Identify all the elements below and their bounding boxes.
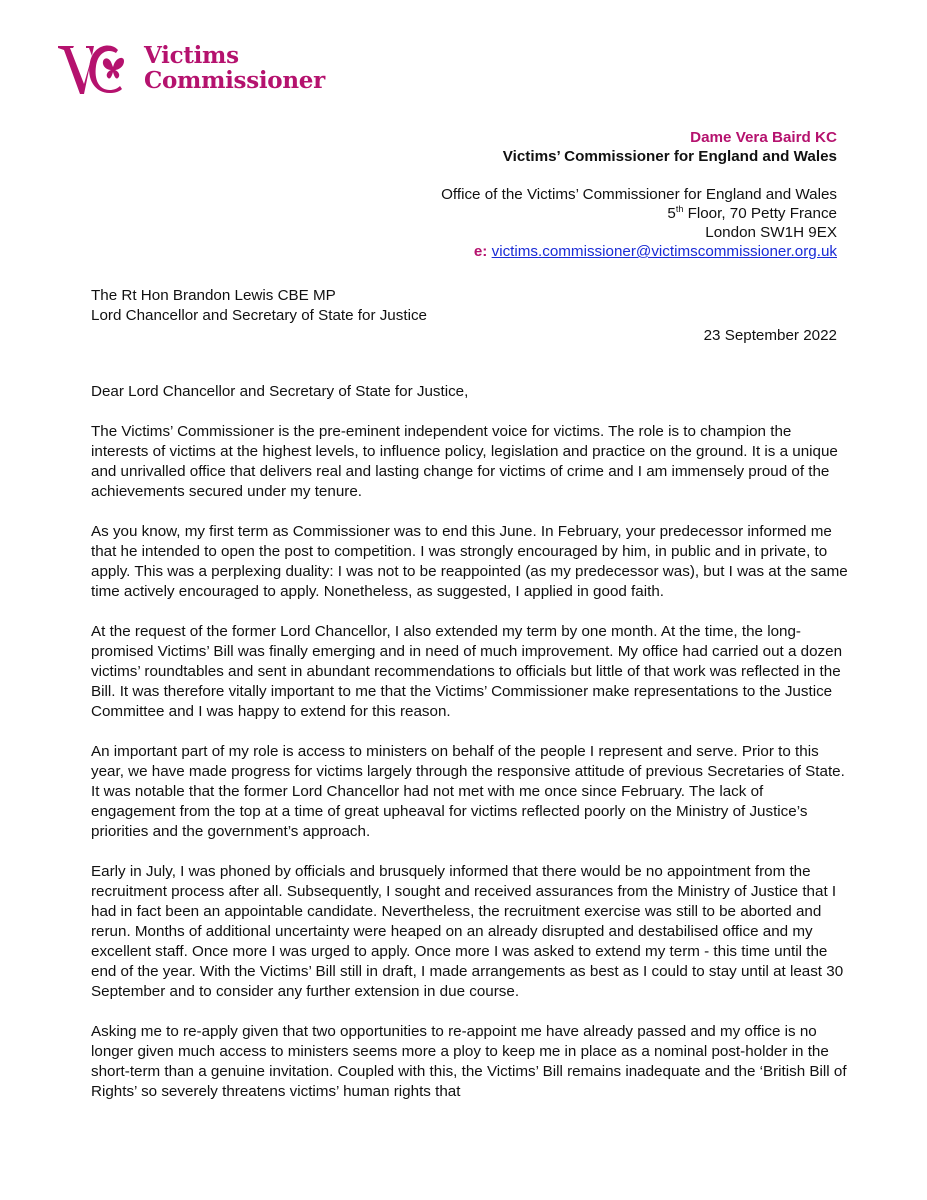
- letter-body: [91, 382, 851, 1122]
- paragraph: The Victims’ Commissioner is the pre-eminent independent voice for victims. The role is to champion the interests of victims at the highest levels, to influence policy, legislation and practice on the ground. It is a unique and unrivalled office that delivers real and lasting change for victims of crime and I am immensely proud of the achievements secured under my tenure.: [91, 423, 838, 500]
- sender-city: London SW1H 9EX: [705, 224, 837, 241]
- logo-line2: Commissioner: [144, 67, 325, 94]
- paragraph: As you know, my first term as Commissioner was to end this June. In February, your predecessor informed me that he intended to open the post to competition. I was strongly encouraged by him, in public and in private, to apply. This was a perplexing duality: I was not to be reappointed (as my predecessor was), but I was at the same time actively encouraged to apply. Nonetheless, as suggested, I applied in good faith.: [91, 523, 848, 600]
- recipient-title: Lord Chancellor and Secretary of State for Justice: [91, 307, 427, 324]
- paragraph: An important part of my role is access to ministers on behalf of the people I represent and serve. Prior to this year, we have made progress for victims largely through the responsive attitude of previous Secretaries of State. It was notable that the former Lord Chancellor had not met with me once since February. The lack of engagement from the top at a time of great upheaval for victims reflected poorly on the Ministry of Justice’s priorities and the government’s approach.: [91, 743, 845, 840]
- sender-title: Victims’ Commissioner for England and Wales: [502, 148, 837, 165]
- sender-name: Dame Vera Baird KC: [690, 129, 837, 146]
- vc-butterfly-logo-icon: [56, 40, 142, 96]
- email-label: e:: [473, 243, 488, 260]
- victims-commissioner-logo: [56, 40, 325, 96]
- recipient-name: The Rt Hon Brandon Lewis CBE MP: [91, 287, 336, 304]
- floor-number: 5: [667, 205, 676, 222]
- sender-email-row: [441, 242, 837, 261]
- sender-floor: [441, 204, 837, 223]
- paragraph: Asking me to re-apply given that two opportunities to re-appoint me have already passed and my office is no longer given much access to ministers seems more a ploy to keep me in place as a nominal post-holder in the short-term than a genuine invitation. Coupled with this, the Victims’ Bill remains inadequate and the ‘British Bill of Rights’ so severely threatens victims’ human rights that: [91, 1023, 847, 1100]
- paragraph: At the request of the former Lord Chancellor, I also extended my term by one month. At the time, the long-promised Victims’ Bill was finally emerging and in need of much improvement. My office had carried out a dozen victims’ roundtables and sent in abundant recommendations to officials but little of that work was reflected in the Bill. It was therefore vitally important to me that the Victims’ Commissioner make representations to the Justice Committee and I was happy to extend for this reason.: [91, 623, 843, 720]
- email-link[interactable]: victims.commissioner@victimscommissioner.org.uk: [491, 243, 837, 260]
- letter-date: 23 September 2022: [703, 327, 837, 344]
- logo-wordmark: [144, 43, 325, 93]
- floor-suffix: th: [675, 203, 684, 214]
- paragraph: Early in July, I was phoned by officials and brusquely informed that there would be no appointment from the recruitment process after all. Subsequently, I sought and received assurances from the Ministry of Justice that I had in fact been an appointable candidate. Nevertheless, the recruitment exercise was still to be aborted and rerun. Months of additional uncertainty were heaped on an already disrupted and destabilised office and my excellent staff. Once more I was urged to apply. Once more I was asked to extend my term - this time until the end of the year. With the Victims’ Bill still in draft, I made arrangements as best as I could to stay until at least 30 September and to consider any further extension in due course.: [91, 863, 844, 1000]
- floor-address: Floor, 70 Petty France: [683, 205, 837, 222]
- logo-line1: Victims: [144, 42, 239, 69]
- sender-block: [441, 128, 837, 261]
- recipient-block: [91, 286, 427, 326]
- salutation: Dear Lord Chancellor and Secretary of State for Justice,: [91, 383, 469, 400]
- sender-office: Office of the Victims’ Commissioner for England and Wales: [441, 186, 837, 203]
